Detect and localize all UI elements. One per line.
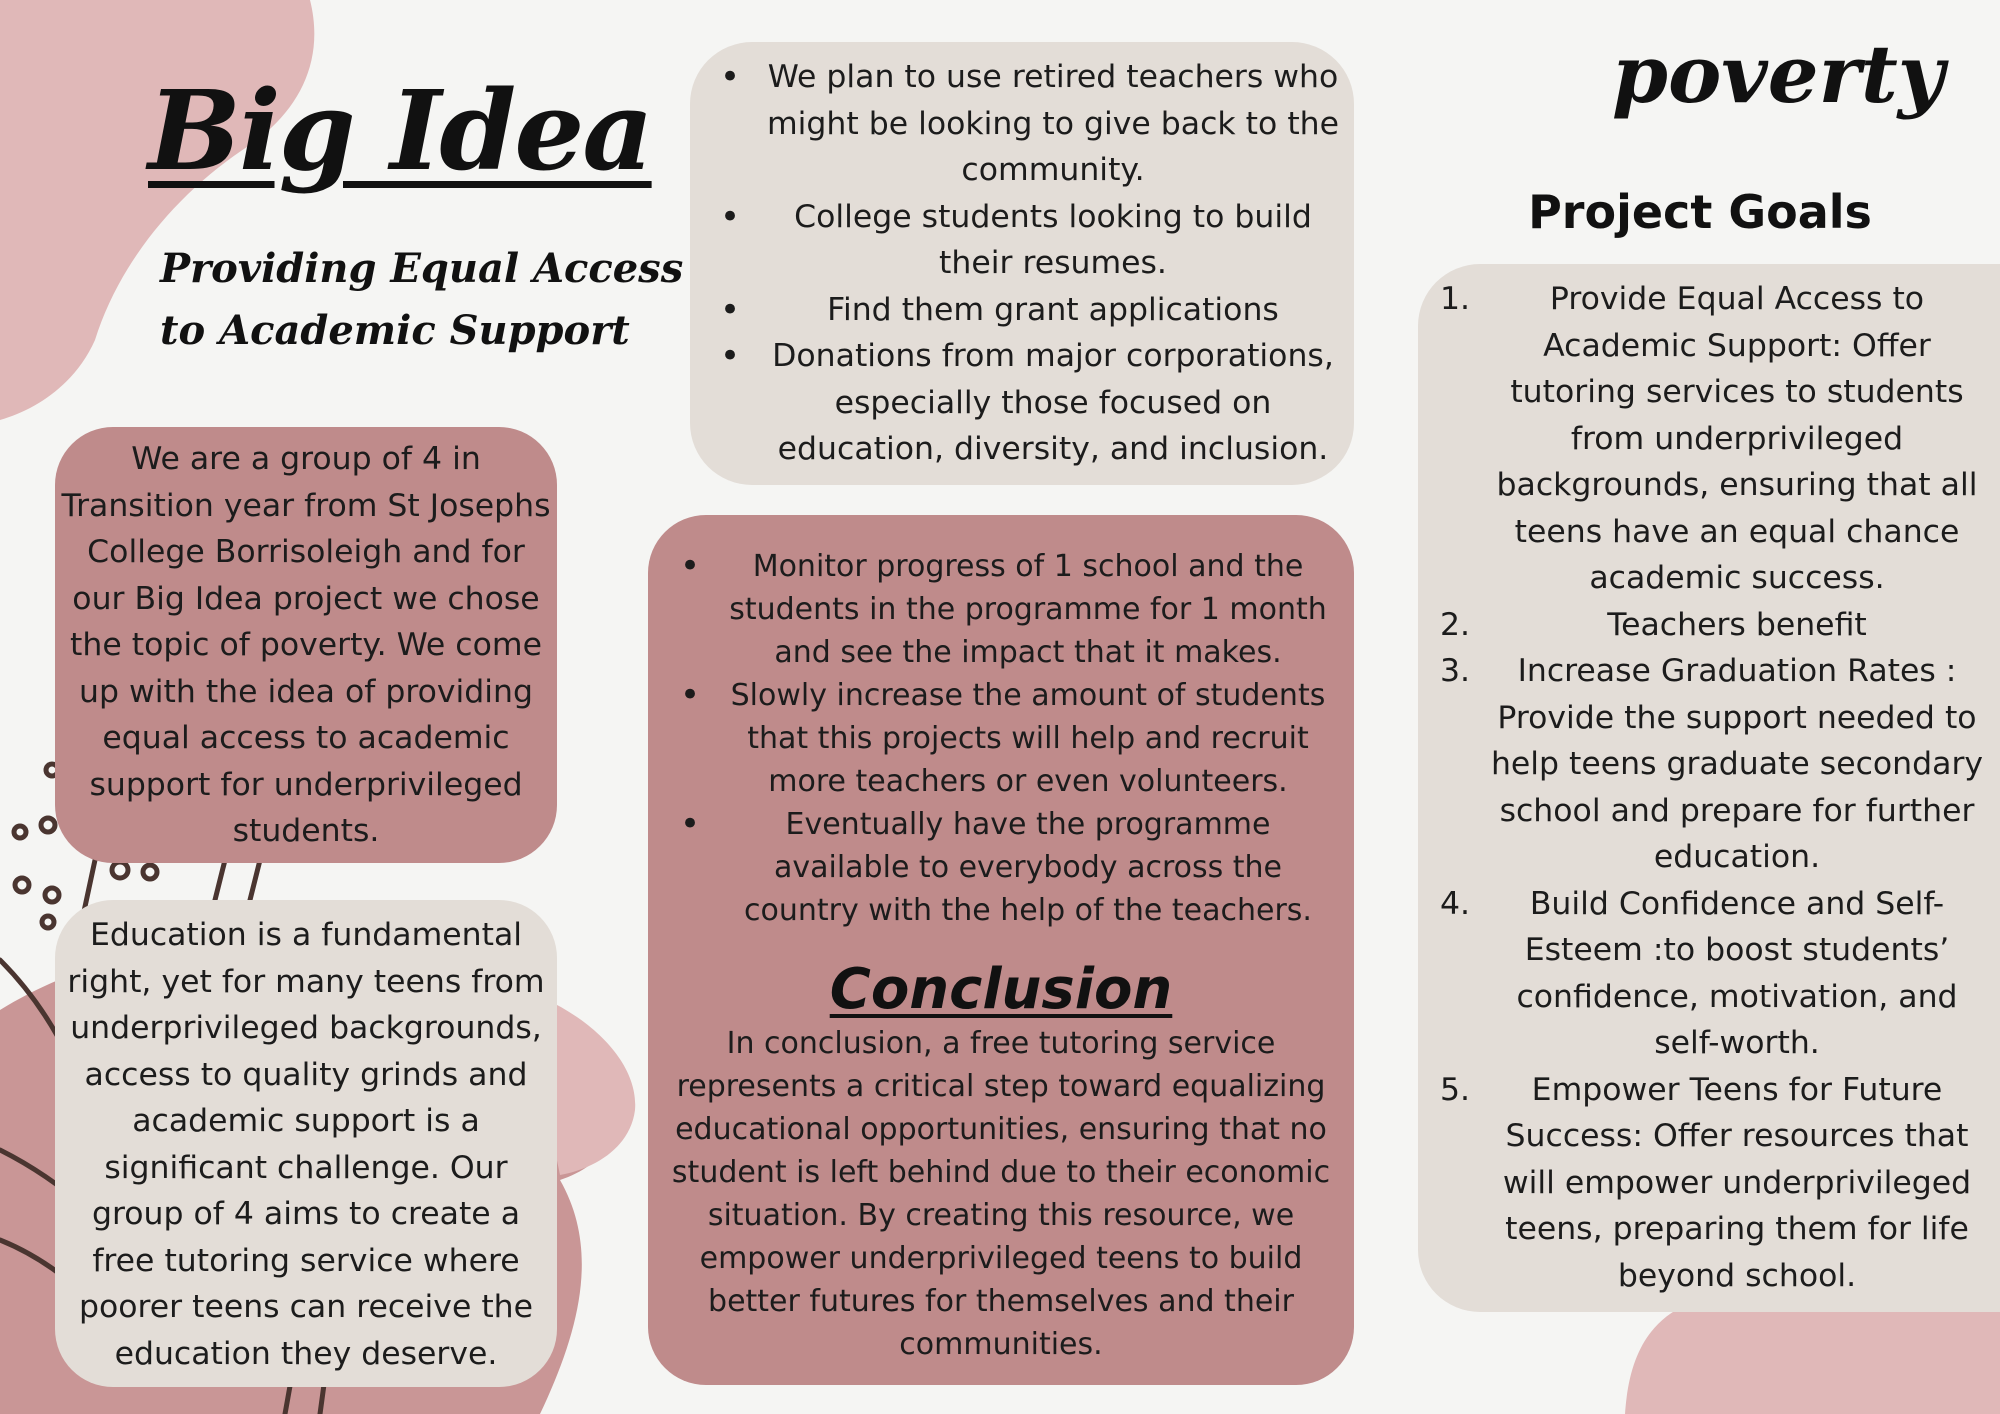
conclusion-text: In conclusion, a free tutoring service represents a critical step toward equalizing educational opportunities, ensuring that no student is left behind due to their economic situation. By creating this resource, we empower underprivileged teens to build better futures for themselves and their communities. (671, 1026, 1331, 1362)
plan-list (702, 54, 1342, 473)
goal-number: 2. (1440, 606, 1471, 643)
goal-text: Provide Equal Access to Academic Support: Offer tutoring services to students from underprivileged backgrounds, ensuring that all teens have an equal chance academic success. (1496, 281, 1978, 596)
goal-number: 3. (1440, 653, 1471, 689)
project-goals-heading: Project Goals (1528, 185, 1872, 239)
goals-list (1426, 276, 1990, 1299)
goal-text: Increase Graduation Rates : Provide the support needed to help teens graduate secondary school and prepare for further education. (1490, 653, 1984, 875)
progress-list (666, 545, 1336, 932)
list-item (1426, 276, 1990, 602)
intro-text: We are a group of 4 in Transition year from St Josephs College Borrisoleigh and for our Big Idea project we chose the topic of poverty. We come up with the idea of providing equal access to academic support for underprivileged students. (61, 441, 551, 849)
education-text: Education is a fundamental right, yet for many teens from underprivileged backgrounds, access to quality grinds and academic support is a significant challenge. Our group of 4 aims to create a free tutoring service where poorer teens can receive the education they deserve. (67, 917, 545, 1372)
page-subtitle: Providing Equal Access to Academic Support (160, 245, 684, 354)
list-item: • Donations from major corporations, especially those focused on education, diversity, and inclusion. (702, 333, 1342, 473)
plan-box (690, 42, 1354, 485)
list-item (1426, 881, 1990, 1067)
project-goals-box (1418, 264, 2000, 1312)
intro-box (55, 427, 557, 863)
topic-title: poverty (1612, 27, 1945, 121)
education-box (55, 900, 557, 1387)
list-item: • We plan to use retired teachers who might be looking to give back to the community. (702, 54, 1342, 194)
goal-number: 5. (1440, 1071, 1471, 1108)
page-title: Big Idea (148, 66, 652, 195)
goal-text: Empower Teens for Future Success: Offer resources that will empower underprivileged teens, preparing them for life beyond school. (1502, 1071, 1972, 1294)
list-item: • Eventually have the programme available to everybody across the country with the help of the teachers. (666, 803, 1336, 932)
goal-number: 4. (1440, 885, 1471, 922)
list-item: • Find them grant applications (702, 287, 1342, 334)
goal-text: Teachers benefit (1607, 606, 1867, 643)
goal-text: Build Confidence and Self-Esteem :to boost students’ confidence, motivation, and self-worth. (1516, 885, 1958, 1061)
goal-number: 1. (1440, 281, 1471, 317)
progress-conclusion-box (648, 515, 1354, 1385)
list-item: • Monitor progress of 1 school and the students in the programme for 1 month and see the impact that it makes. (666, 545, 1336, 674)
conclusion-heading: Conclusion (829, 957, 1173, 1022)
list-item: • Slowly increase the amount of students that this projects will help and recruit more teachers or even volunteers. (666, 674, 1336, 803)
list-item (1426, 648, 1990, 881)
list-item (1426, 602, 1990, 649)
list-item (1426, 1067, 1990, 1300)
list-item: • College students looking to build their resumes. (702, 194, 1342, 287)
